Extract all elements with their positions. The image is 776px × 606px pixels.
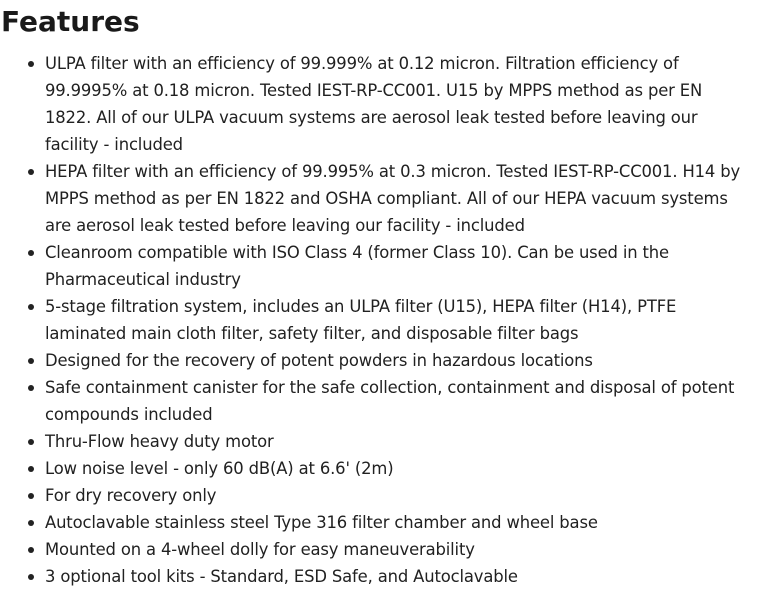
feature-item: For dry recovery only xyxy=(45,482,745,509)
feature-item: Low noise level - only 60 dB(A) at 6.6' (2m) xyxy=(45,455,745,482)
feature-item: Designed for the recovery of potent powders in hazardous locations xyxy=(45,347,745,374)
feature-item: 3 optional tool kits - Standard, ESD Safe, and Autoclavable xyxy=(45,563,745,590)
feature-item: Thru-Flow heavy duty motor xyxy=(45,428,745,455)
feature-item: 5-stage filtration system, includes an ULPA filter (U15), HEPA filter (H14), PTFE laminated main cloth filter, safety filter, and disposable filter bags xyxy=(45,293,745,347)
feature-item: Autoclavable stainless steel Type 316 filter chamber and wheel base xyxy=(45,509,745,536)
features-list xyxy=(0,50,745,590)
features-heading: Features xyxy=(1,5,140,38)
feature-item: ULPA filter with an efficiency of 99.999% at 0.12 micron. Filtration efficiency of 99.9995% at 0.18 micron. Tested IEST-RP-CC001. U15 by MPPS method as per EN 1822. All of our ULPA vacuum systems are aerosol leak tested before leaving our facility - included xyxy=(45,50,745,158)
feature-item: Mounted on a 4-wheel dolly for easy maneuverability xyxy=(45,536,745,563)
feature-item: Cleanroom compatible with ISO Class 4 (former Class 10). Can be used in the Pharmaceutical industry xyxy=(45,239,745,293)
feature-item: HEPA filter with an efficiency of 99.995% at 0.3 micron. Tested IEST-RP-CC001. H14 by MPPS method as per EN 1822 and OSHA compliant. All of our HEPA vacuum systems are aerosol leak tested before leaving our facility - included xyxy=(45,158,745,239)
feature-item: Safe containment canister for the safe collection, containment and disposal of potent compounds included xyxy=(45,374,745,428)
